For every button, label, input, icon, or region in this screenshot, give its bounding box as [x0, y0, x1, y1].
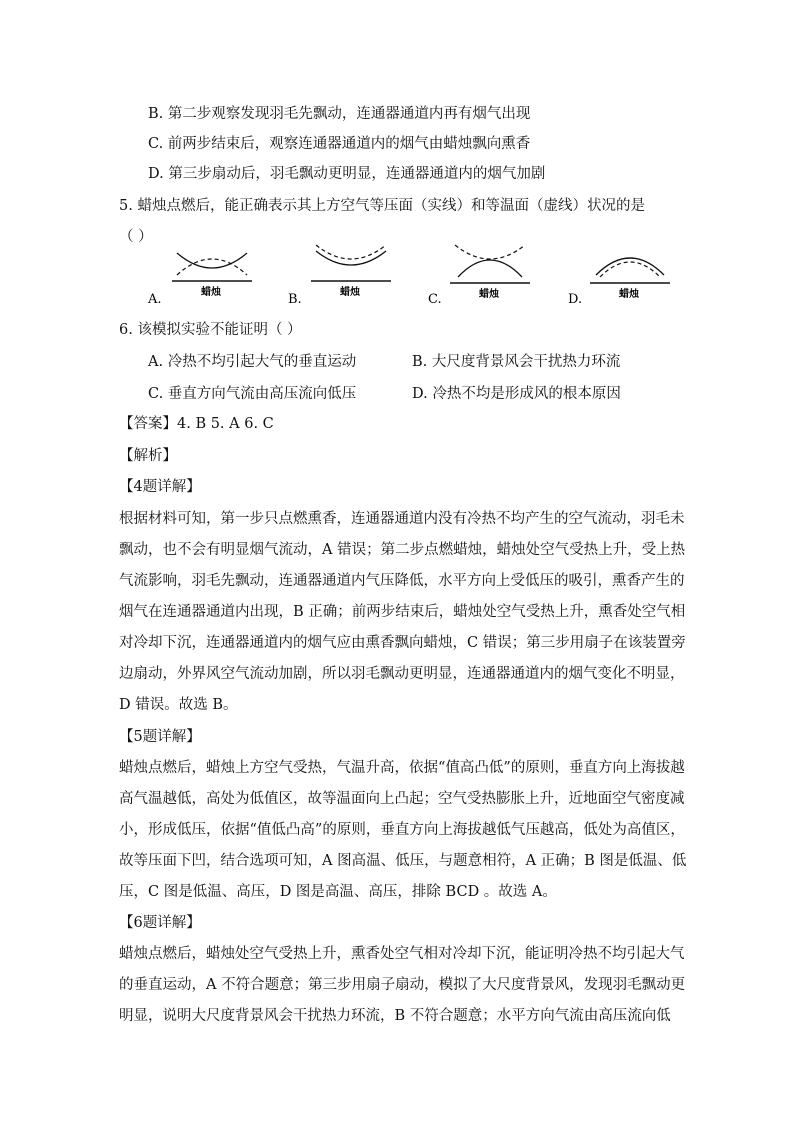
q6-option-b: B. 大尺度背景风会干扰热力环流	[412, 354, 621, 370]
q5-stem: 5. 蜡烛点燃后，能正确表示其上方空气等压面（实线）和等温面（虚线）状况的是	[119, 198, 645, 214]
isobar-solid-curve	[316, 251, 386, 265]
q6-stem: 6. 该模拟实验不能证明（ ）	[119, 322, 302, 338]
q6-option-c: C. 垂直方向气流由高压流向低压	[148, 386, 357, 402]
q5-paren: （ ）	[119, 229, 153, 245]
q5-detail-line: 蜡烛点燃后，蜡烛上方空气受热，气温升高，依据“值高凸低”的原则，垂直方向上海拔越	[119, 760, 685, 776]
option-d-letter: D.	[568, 292, 583, 307]
q4-detail-line: 对冷却下沉，连通器通道内的烟气应由熏香飘向蜡烛，C 错误；第三步用扇子在该装置旁	[119, 635, 686, 651]
q4-detail-line: 烟气在连通器通道内出现，B 正确；前两步结束后，蜡烛处空气受热上升，熏香处空气相	[119, 604, 686, 620]
analysis-header: 【解析】	[119, 448, 177, 464]
option-c-letter: C.	[428, 292, 442, 307]
isobar-solid-curve	[458, 260, 522, 277]
isobar-solid-curve	[596, 258, 664, 275]
q6-option-a: A. 冷热不均引起大气的垂直运动	[148, 354, 357, 370]
option-b-diagram	[288, 245, 391, 307]
q4-detail-line: 气流影响，羽毛先飘动，连通器通道内气压降低，水平方向上受低压的吸引，熏香产生的	[119, 573, 685, 589]
q4-detail-line: 根据材料可知，第一步只点燃熏香，连通器通道内没有冷热不均产生的空气流动，羽毛未	[119, 511, 685, 527]
option-d-diagram	[568, 258, 670, 307]
q4-option-c: C. 前两步结束后，观察连通器通道内的烟气由蜡烛飘向熏香	[148, 136, 531, 152]
candle-label: 蜡烛	[619, 289, 639, 300]
q4-detail-line: D 错误。故选 B。	[119, 697, 238, 713]
q4-detail-header: 【4题详解】	[119, 479, 201, 495]
q5-detail-line: 高气温越低，高处为低值区，故等温面向上凸起；空气受热膨胀上升，近地面空气密度减	[119, 791, 685, 807]
q6-detail-line: 蜡烛点燃后，蜡烛处空气受热上升，熏香处空气相对冷却下沉，能证明冷热不均引起大气	[119, 946, 685, 962]
q4-option-d: D. 第三步扇动后，羽毛飘动更明显，连通器通道内的烟气加剧	[148, 166, 546, 182]
q6-option-d: D. 冷热不均是形成风的根本原因	[412, 386, 621, 402]
q4-option-b: B. 第二步观察发现羽毛先飘动，连通器通道内再有烟气出现	[148, 106, 531, 122]
q5-detail-line: 压，C 图是低温、高压，D 图是高温、高压，排除 BCD 。故选 A。	[119, 884, 557, 900]
isotherm-dashed-curve	[316, 245, 386, 259]
q4-detail-line: 边扇动，外界风空气流动加剧，所以羽毛飘动更明显，连通器通道内的烟气变化不明显，	[119, 666, 685, 682]
isotherm-dashed-curve	[455, 245, 525, 259]
option-c-diagram	[428, 245, 530, 307]
q5-detail-line: 故等压面下凹，结合选项可知，A 图高温、低压，与题意相符，A 正确；B 图是低温、低	[119, 853, 687, 869]
q4-detail-line: 飘动，也不会有明显烟气流动，A 错误；第二步点燃蜡烛，蜡烛处空气受热上升，受上热	[119, 542, 686, 558]
answer-line: 【答案】4. B 5. A 6. C	[119, 416, 274, 432]
option-b-letter: B.	[288, 292, 302, 307]
q5-diagram-options	[0, 233, 794, 313]
candle-label: 蜡烛	[479, 289, 499, 300]
option-a-letter: A.	[148, 292, 162, 307]
q5-detail-line: 小，形成低压，依据“值低凸高”的原则，垂直方向上海拔越低气压越高，低处为高值区，	[119, 822, 685, 838]
candle-label: 蜡烛	[340, 287, 360, 298]
option-a-diagram	[147, 253, 252, 307]
q6-detail-header: 【6题详解】	[119, 915, 201, 931]
q6-detail-line: 明显，说明大尺度背景风会干扰热力环流，B 不符合题意；水平方向气流由高压流向低	[119, 1008, 671, 1024]
q6-detail-line: 的垂直运动，A 不符合题意；第三步用扇子扇动，模拟了大尺度背景风，发现羽毛飘动更	[119, 977, 686, 993]
q5-detail-header: 【5题详解】	[119, 729, 201, 745]
candle-label: 蜡烛	[201, 287, 221, 298]
isobar-solid-curve	[177, 253, 247, 268]
